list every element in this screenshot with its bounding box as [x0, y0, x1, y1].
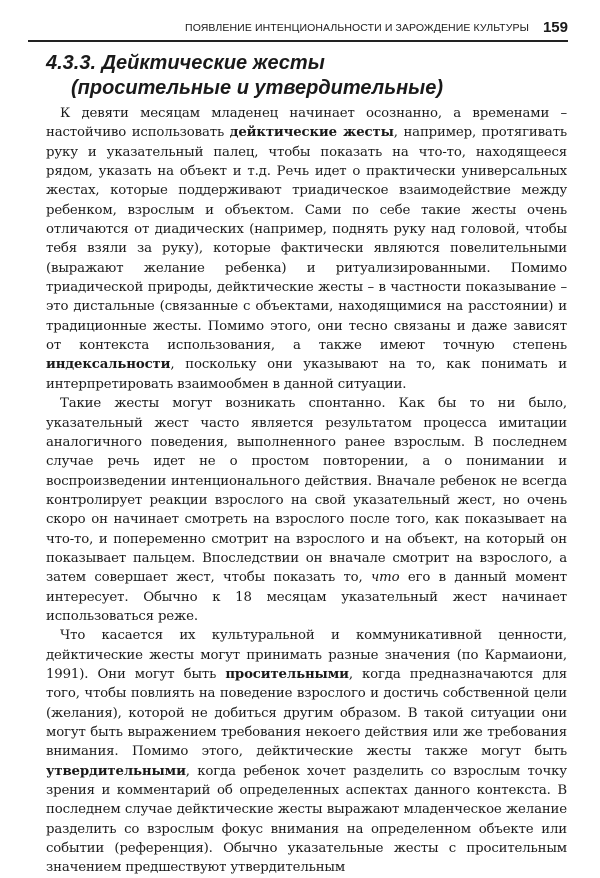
body-text: [46, 104, 567, 878]
text-run: , поскольку они указывают на то, как понимать и интерпретировать взаимообмен в данной ситуации.: [46, 357, 567, 392]
bold-term: просительными: [225, 666, 349, 682]
text-run: Такие жесты могут возникать спонтанно. Как бы то ни было, указательный жест часто является результатом процесса имитации аналогичного поведения, выполненного ранее взрослым. В последнем случае речь идет не о простом повторении, а о понимании и воспроизведении интенционального действия. Вначале ребенок не всегда контролирует реакции взрослого на свой указательный жест, но очень скоро он начинает смотреть на взрослого после того, как показывает на что-то, и попеременно смотрит на взрослого и на объект, на который он показывает пальцем. Впоследствии он вначале смотрит на взрослого, а затем совершает жест, чтобы показать то,: [46, 396, 567, 586]
text-run: его в данный момент интересует. Обычно к 18 месяцам указательный жест начинает использоваться реже.: [46, 570, 567, 624]
italic-term: что: [371, 570, 400, 586]
bold-term: утвердительными: [46, 763, 186, 779]
running-header: [28, 10, 568, 42]
running-title: ПОЯВЛЕНИЕ ИНТЕНЦИОНАЛЬНОСТИ И ЗАРОЖДЕНИЕ КУЛЬТУРЫ: [185, 22, 529, 34]
text-run: , например, протягивать руку и указательный палец, чтобы показать на что-то, находящееся рядом, указать на объект и т.д. Речь идет о практически универсальных жестах, которые поддерживают триадическое взаимодействие между ребенком, взрослым и объектом. Сами по себе такие жесты очень отличаются от диадических (например, поднять руку над головой, чтобы тебя взяли за руку), которые фактически являются повелительными (выражают желание ребенка) и ритуализированными. Помимо триадической природы, дейктические жесты – в частности показывание – это дистальные (связанные с объектами, находящимися на расстоянии) и традиционные жесты. Помимо этого, они тесно связаны и даже зависят от контекста использования, а также имеют точную степень: [46, 125, 568, 354]
bold-term: дейктические жесты: [229, 125, 394, 141]
section-heading: [46, 51, 566, 101]
text-run: , когда ребенок хочет разделить со взрослым точку зрения и комментарий об определенных аспектах данного контекста. В последнем случае дейктические жесты выражают младенческое желание разделить со взрослым фокус внимания на определенном объекте или событии (референция). Обычно указательные жесты с просительным значением предшествуют утвердительным: [46, 763, 567, 876]
section-number: 4.3.3.: [46, 52, 97, 74]
section-title-line1: Дейктические жесты: [101, 52, 325, 74]
paragraph: [46, 104, 567, 394]
text-run: Что касается их культуральной и коммуникативной ценности, дейктические жесты могут принимать разные значения (по Кармаиони, 1991). Они могут быть: [46, 628, 567, 682]
paragraph: [46, 394, 567, 626]
text-run: К девяти месяцам младенец начинает осознанно, а временами – настойчиво использовать: [46, 106, 567, 141]
text-run: , когда предназначаются для того, чтобы повлиять на поведение взрослого и достичь собственной цели (желания), которой не добиться другим образом. В такой ситуации они могут быть выражением требования некоего действия или же требования внимания. Помимо этого, дейктические жесты также могут быть: [46, 666, 567, 760]
paragraph: [46, 626, 567, 877]
page-number: 159: [542, 19, 568, 36]
bold-term: индексальности: [46, 357, 171, 373]
section-title-line2: (просительные и утвердительные): [71, 77, 444, 99]
